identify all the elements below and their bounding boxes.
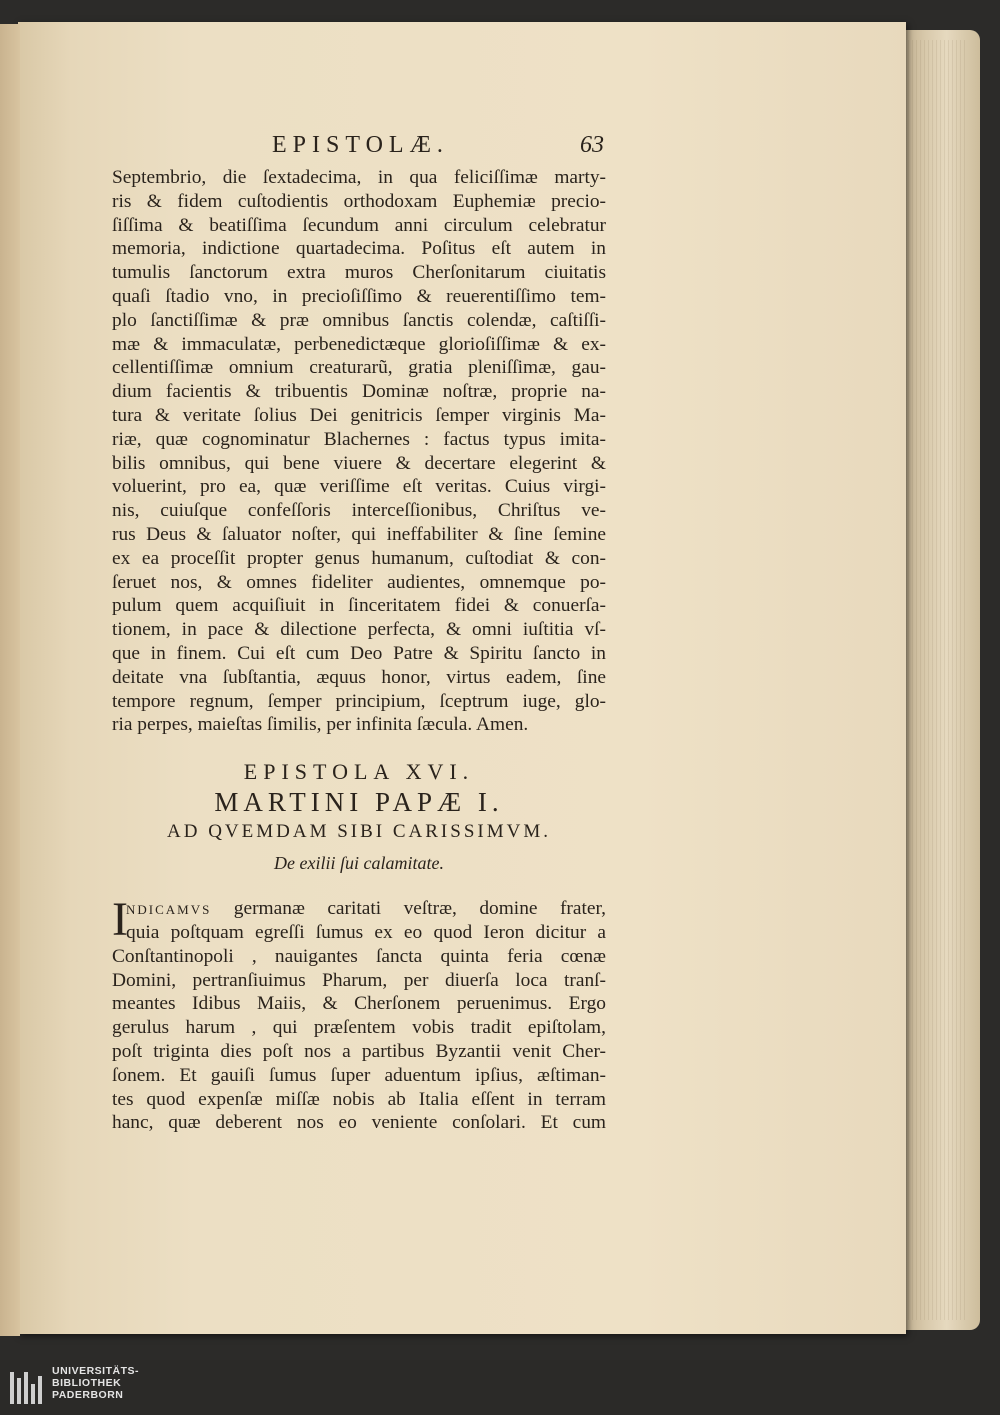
epistle-heading (112, 759, 606, 893)
text-line: deitate vna ſubſtantia, æquus honor, virtus eadem, ſine (112, 666, 606, 688)
epistle-subtitle: De exilii ſui calamitate. (274, 853, 444, 874)
text-line: pulum quem acquiſiuit in ſinceritatem fidei & conuerſa- (112, 595, 606, 617)
facing-page-edge (0, 24, 20, 1336)
text-line: que in finem. Cui eſt cum Deo Patre & Spiritu ſancto in (112, 642, 606, 664)
page-text-block (112, 132, 606, 1135)
epistle-addressee: AD QVEMDAM SIBI CARISSIMVM. (167, 821, 551, 843)
letter-body (112, 893, 606, 1135)
running-head (112, 132, 606, 166)
book-fore-edge (896, 30, 980, 1330)
first-line-text: germanæ caritati veſtræ, domine frater, (233, 898, 606, 920)
drop-cap: I (112, 893, 128, 947)
text-line: mæ & immaculatæ, perbenedictæque glorioſiſſimæ & ex- (112, 333, 606, 355)
text-line: quaſi ſtadio vno, in precioſiſſimo & reuerentiſſimo tem- (112, 285, 606, 307)
text-line: Domini, pertranſiuimus Pharum, per diuerſa loca tranſ- (112, 969, 606, 991)
text-line: tes quod expenſæ miſſæ nobis ab Italia eſſent in terram (112, 1088, 606, 1110)
library-name-line: UNIVERSITÄTS- (52, 1365, 140, 1377)
text-line: ris & fidem cuſtodientis orthodoxam Euphemiæ precio- (112, 190, 606, 212)
epistle-number: EPISTOLA XVI. (243, 759, 475, 785)
continued-text (112, 166, 606, 737)
footer-bar (0, 1360, 1000, 1415)
text-line: riæ, quæ cognominatur Blachernes : factus typus imita- (112, 428, 606, 450)
small-caps-word: NDICAMVS (126, 902, 212, 918)
text-line: tumulis ſanctorum extra muros Cherſonitarum ciuitatis (112, 262, 606, 284)
library-name (52, 1365, 139, 1401)
text-line: ſonem. Et gauiſi ſumus ſuper aduentum ipſius, æſtiman- (112, 1064, 606, 1086)
text-line: hanc, quæ deberent nos eo veniente conſolari. Et cum (112, 1112, 606, 1134)
text-line: nis, cuiuſque confeſſoris interceſſionibus, Chriſtus ve- (112, 500, 606, 522)
text-line: tempore regnum, ſemper principium, ſceptrum iuge, glo- (112, 690, 606, 712)
text-line (112, 897, 606, 921)
library-name-line: PADERBORN (52, 1389, 124, 1401)
text-line: ria perpes, maieſtas ſimilis, per infinita ſæcula. Amen. (112, 714, 529, 736)
text-line: voluerint, pro ea, quæ veriſſime eſt veritas. Cuius virgi- (112, 476, 606, 498)
text-line: ſiſſima & beatiſſima ſecundum anni circulum celebratur (112, 214, 606, 236)
text-line: gerulus harum , qui præſentem vobis tradit epiſtolam, (112, 1017, 606, 1039)
text-line: Conſtantinopoli , nauigantes ſancta quinta feria cœnæ (112, 945, 606, 967)
text-line: tionem, in pace & dilectione perfecta, & omni iuſtitia vſ- (112, 619, 606, 641)
text-line: Septembrio, die ſextadecima, in qua feliciſſimæ marty- (112, 167, 606, 188)
text-line: memoria, indictione quartadecima. Poſitus eſt autem in (112, 238, 606, 260)
text-line: rus Deus & ſaluator noſter, qui ineffabiliter & ſine ſemine (112, 523, 606, 545)
text-line: tura & veritate ſolius Dei genitricis ſemper virginis Ma- (112, 404, 606, 426)
library-name-line: BIBLIOTHEK (52, 1377, 122, 1389)
text-line: ſeruet nos, & omnes fideliter audientes, omnemque po- (112, 571, 606, 593)
page-number: 63 (580, 132, 604, 158)
text-line: bilis omnibus, qui bene viuere & decertare elegerint & (112, 452, 606, 474)
epistle-author: MARTINI PAPÆ I. (214, 787, 504, 818)
text-line: plo ſanctiſſimæ & præ omnibus ſanctis colendæ, caſtiſſi- (112, 309, 606, 331)
text-line: cellentiſſimæ omnium creaturarũ, gratia pleniſſimæ, gau- (112, 357, 606, 379)
text-line: quia poſtquam egreſſi ſumus ex eo quod Ieron dicitur a (126, 921, 606, 943)
library-logo-icon (8, 1368, 48, 1408)
text-line: meantes Idibus Maiis, & Cherſonem peruenimus. Ergo (112, 993, 606, 1015)
text-line: dium facientis & tribuentis Dominæ noſtræ, proprie na- (112, 381, 606, 403)
text-line: poſt triginta dies poſt nos a partibus Byzantii venit Cher- (112, 1040, 606, 1062)
text-line: ex ea proceſſit propter genus humanum, cuſtodiat & con- (112, 547, 606, 569)
running-head-title: EPISTOLÆ. (272, 132, 449, 158)
